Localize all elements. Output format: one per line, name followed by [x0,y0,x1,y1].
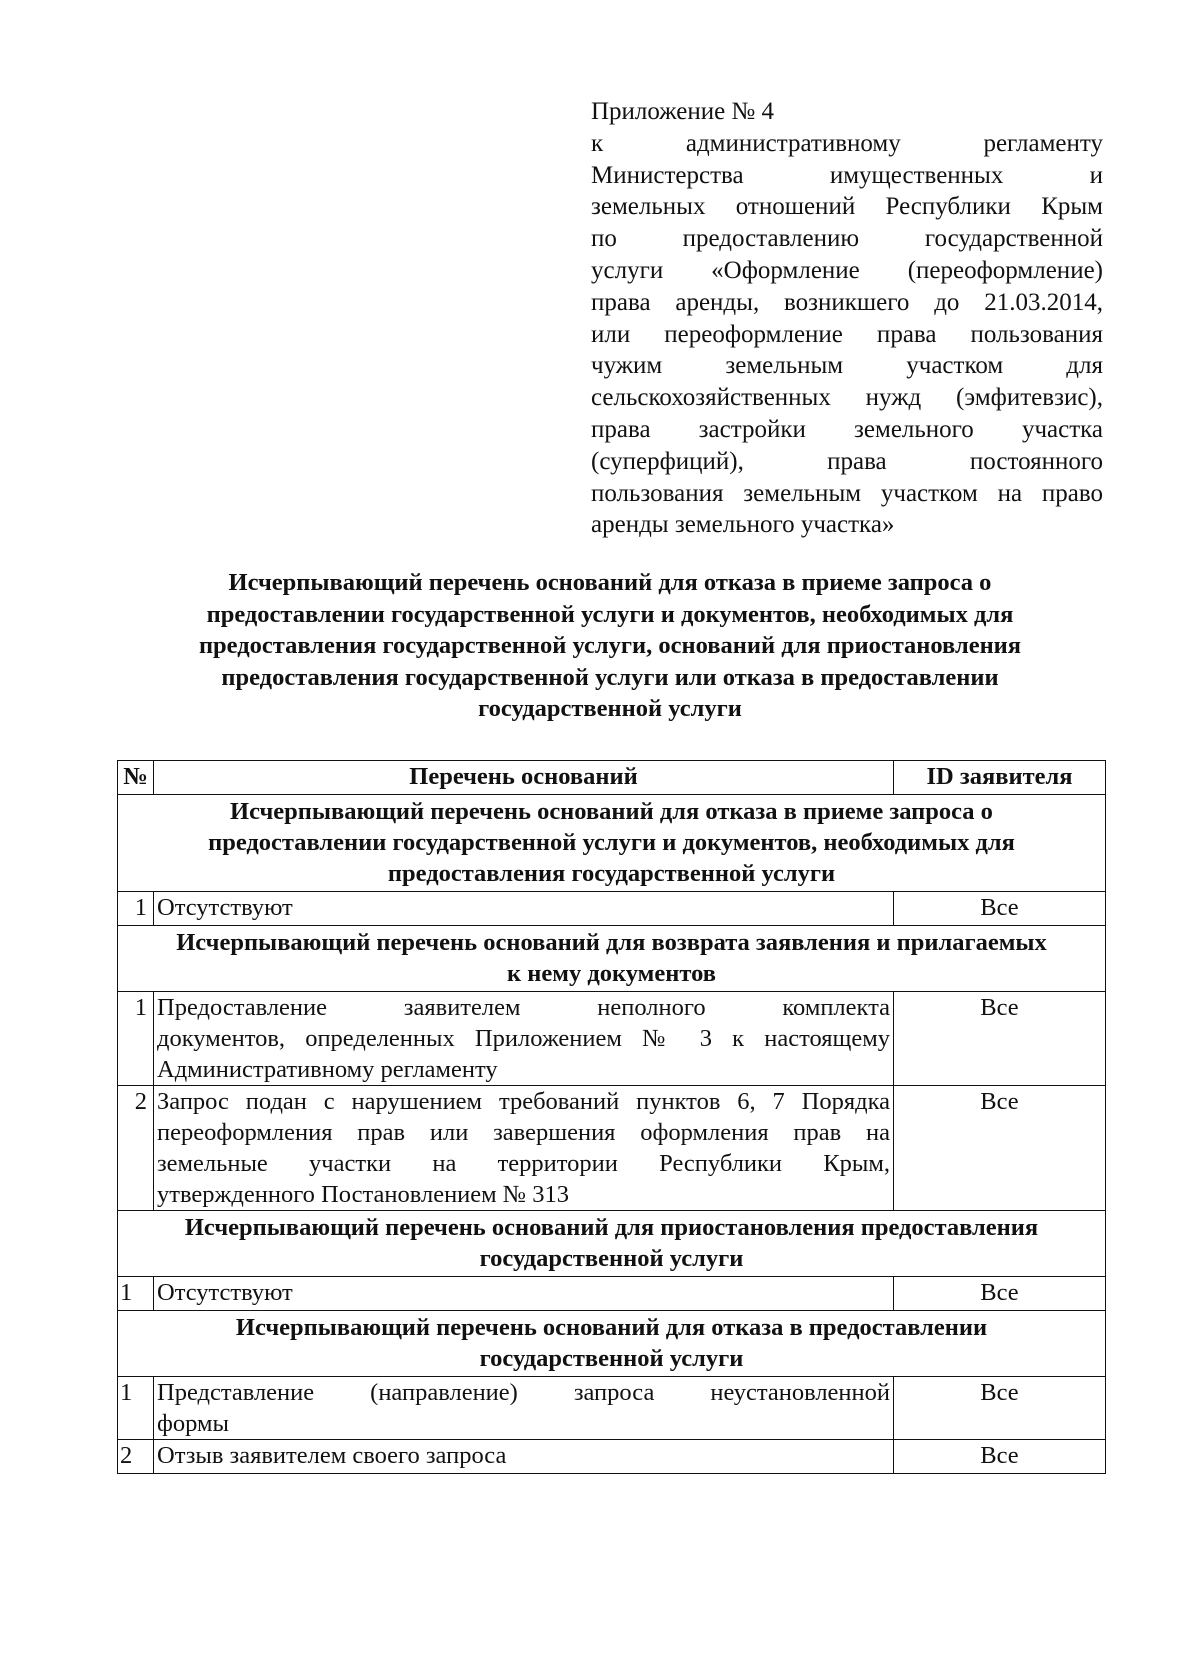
appendix-line: земельных отношений Республики Крым [591,193,1103,221]
section-row [118,1311,1106,1377]
appendix-line: права застройки земельного участка [591,415,1103,443]
appendix-line: Министерства имущественных и [591,161,1103,189]
section-title-line: к нему документов [507,960,716,987]
row-reason-line: Представление (направление) запроса неустановленной [157,1379,890,1406]
table-row [118,892,1106,926]
appendix-line: к административному регламенту [591,129,1103,157]
section-title-line: Исчерпывающий перечень оснований для отказа в предоставлении [235,1314,988,1341]
row-reason [154,1440,894,1474]
row-reason [154,1377,894,1440]
appendix-line: или переоформление права пользования [591,320,1103,348]
section-title-line: Исчерпывающий перечень оснований для возврата заявления и прилагаемых [176,929,1047,956]
section-row [118,795,1106,892]
header-reason: Перечень оснований [154,761,894,795]
section-title-line: Исчерпывающий перечень оснований для приостановления предоставления [184,1214,1039,1241]
section-title-line: предоставлении государственной услуги и документов, необходимых для [208,829,1015,856]
row-reason [154,1277,894,1311]
row-number: 1 [118,1377,154,1440]
table-row [118,1440,1106,1474]
row-reason-line: Отсутствуют [157,894,293,921]
row-number: 1 [118,1277,154,1311]
section-title-line: Исчерпывающий перечень оснований для отказа в приеме запроса о [230,798,993,825]
section-row [118,1211,1106,1277]
row-applicant-id: Все [894,1277,1106,1311]
appendix-line: пользования земельным участком на право [591,479,1103,507]
page-title-line: предоставлении государственной услуги и документов, необходимых для [206,600,1014,628]
appendix-line: права аренды, возникшего до 21.03.2014, [591,288,1103,316]
row-reason-line: Административному регламенту [157,1056,498,1083]
row-reason-line: документов, определенных Приложением № 3 к настоящему [157,1025,890,1052]
row-number: 2 [118,1440,154,1474]
appendix-block [591,96,1103,541]
row-reason [154,892,894,926]
row-reason-line: формы [157,1410,229,1437]
page-title-line: предоставления государственной услуги или отказа в предоставлении [221,663,999,691]
row-reason-line: земельные участки на территории Республики Крым, [157,1150,890,1177]
table-row [118,1277,1106,1311]
row-applicant-id: Все [894,1377,1106,1440]
row-reason-line: переоформления прав или завершения оформления прав на [157,1119,890,1146]
table-header-row [118,761,1106,795]
row-applicant-id: Все [894,1440,1106,1474]
row-reason-line: Запрос подан с нарушением требований пунктов 6, 7 Порядка [157,1088,890,1115]
header-id: ID заявителя [894,761,1106,795]
row-reason-line: утвержденного Постановлением № 313 [157,1181,570,1208]
appendix-line: услуги «Оформление (переоформление) [591,256,1103,284]
section-title-line: государственной услуги [479,1245,744,1272]
section-title-line: предоставления государственной услуги [387,860,836,887]
appendix-line: сельскохозяйственных нужд (эмфитевзис), [591,384,1103,412]
row-reason [154,1086,894,1211]
header-num: № [118,761,154,795]
row-reason-line: Отзыв заявителем своего запроса [157,1442,507,1469]
row-number: 1 [118,892,154,926]
page-title-line: предоставления государственной услуги, оснований для приостановления [198,632,1022,659]
row-number: 2 [118,1086,154,1211]
appendix-line: аренды земельного участка» [591,511,895,539]
appendix-title: Приложение № 4 [591,98,775,125]
appendix-line: по предоставлению государственной [591,225,1103,253]
table-row [118,1377,1106,1440]
section-title [118,1211,1106,1277]
row-reason-line: Предоставление заявителем неполного комплекта [157,994,890,1021]
section-row [118,926,1106,992]
table-row [118,992,1106,1086]
appendix-line: (суперфиций), права постоянного [591,447,1103,475]
page-title-line: Исчерпывающий перечень оснований для отказа в приеме запроса о [228,569,992,596]
page-title-line: государственной услуги [478,695,742,722]
table-row [118,1086,1106,1211]
page-title [120,567,1100,725]
section-title [118,795,1106,892]
section-title [118,926,1106,992]
appendix-line: чужим земельным участком для [591,352,1103,380]
row-applicant-id: Все [894,992,1106,1086]
row-number: 1 [118,992,154,1086]
row-reason [154,992,894,1086]
row-applicant-id: Все [894,1086,1106,1211]
row-reason-line: Отсутствуют [157,1279,293,1306]
section-title [118,1311,1106,1377]
section-title-line: государственной услуги [479,1345,744,1372]
grounds-table [117,760,1106,1474]
row-applicant-id: Все [894,892,1106,926]
